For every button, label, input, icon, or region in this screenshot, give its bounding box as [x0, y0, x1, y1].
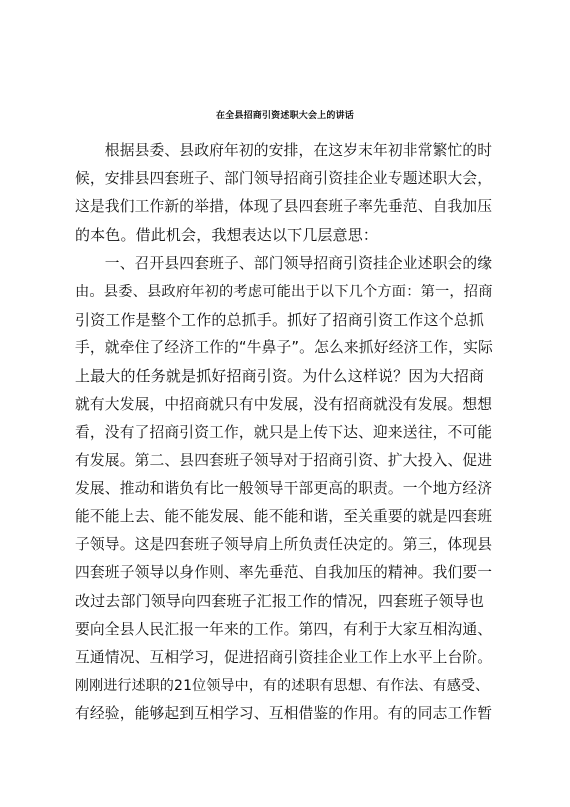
body-text-line: 一、召开县四套班子、部门领导招商引资挂企业述职会的缘 — [75, 255, 493, 272]
body-text-line: 看，没有了招商引资工作，就只是上传下达、迎来送往，不可能 — [75, 424, 493, 441]
body-text-line: 上最大的任务就是抓好招商引资。为什么这样说？因为大招商 — [75, 367, 485, 385]
body-text-line: 手，就牵住了经济工作的“牛鼻子”。怎么来抓好经济工作，实际 — [75, 339, 493, 356]
body-text-line: 候，安排县四套班子、部门领导招商引资挂企业专题述职大会， — [75, 170, 493, 187]
body-text-line: 由。县委、县政府年初的考虑可能出于以下几个方面：第一，招商 — [75, 284, 493, 300]
body-text-line: 就有大发展，中招商就只有中发展，没有招商就没有发展。想想 — [75, 396, 493, 413]
body-text-line: 有发展。第二、县四套班子领导对于招商引资、扩大投入、促进 — [75, 452, 493, 469]
document-title: 在全县招商引资述职大会上的讲话 — [215, 111, 354, 121]
body-text-line: 子领导。这是四套班子领导肩上所负责任决定的。第三，体现县 — [75, 536, 493, 553]
body-text-line: 的本色。借此机会，我想表达以下几层意思： — [75, 226, 379, 244]
body-text-line: 四套班子领导以身作则、率先垂范、自我加压的精神。我们要一 — [75, 564, 493, 581]
body-text-line: 引资工作是整个工作的总抓手。抓好了招商引资工作这个总抓 — [75, 311, 485, 329]
body-text-line: 互通情况、互相学习，促进招商引资挂企业工作上水平上台阶。 — [75, 649, 493, 666]
body-text-line: 刚刚进行述职的21位领导中，有的述职有思想、有作法、有感受、 — [75, 678, 490, 694]
body-text-line: 有经验，能够起到互相学习、互相借鉴的作用。有的同志工作暂 — [75, 705, 493, 722]
body-text-line: 发展、推动和谐负有比一般领导干部更高的职责。一个地方经济 — [75, 480, 493, 497]
body-text-line: 这是我们工作新的举措，体现了县四套班子率先垂范、自我加压 — [75, 198, 493, 215]
body-text-line: 根据县委、县政府年初的安排，在这岁末年初非常繁忙的时 — [75, 142, 493, 159]
body-text-line: 能不能上去、能不能发展、能不能和谐，至关重要的就是四套班 — [75, 508, 493, 525]
body-text-line: 要向全县人民汇报一年来的工作。第四，有利于大家互相沟通、 — [75, 621, 493, 638]
body-text-line: 改过去部门领导向四套班子汇报工作的情况，四套班子领导也 — [75, 592, 485, 610]
